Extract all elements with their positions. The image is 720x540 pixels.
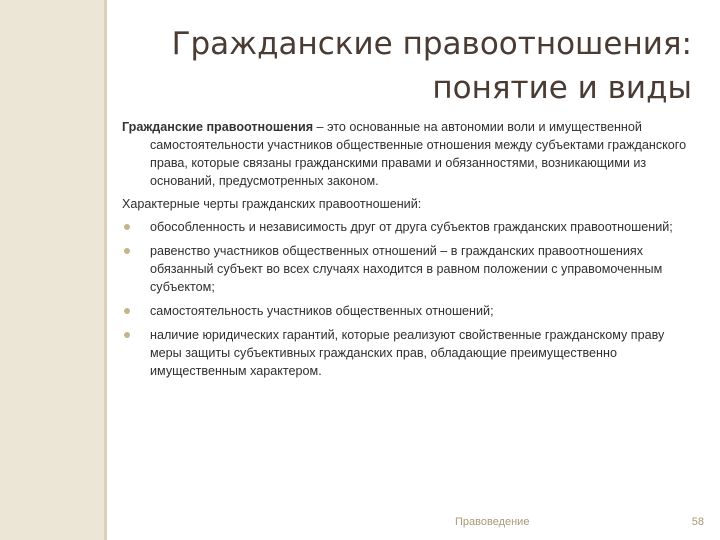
- features-list: [122, 218, 694, 380]
- definition-text: – это основанные на автономии воли и имущественной самостоятельности участников общественные отношения между субъектами гражданского права, которые связаны гражданскими правами и обязанностями, возникающими из оснований, предусмотренных законом.: [150, 120, 687, 188]
- footer-subject: Правоведение: [455, 516, 530, 528]
- feature-text: равенство участников общественных отношений – в гражданских правоотношениях обязанный субъект во всех случаях находится в равном положении с управомоченным субъектом;: [150, 244, 663, 294]
- feature-item: [122, 218, 694, 236]
- decorative-sidebar: [0, 0, 105, 540]
- feature-item: [122, 326, 694, 380]
- slide-body: [122, 118, 694, 386]
- bullet-icon: [124, 248, 130, 254]
- feature-text: наличие юридических гарантий, которые реализуют свойственные гражданскому праву меры защиты субъективных гражданских прав, обладающие преимущественно имущественным характером.: [150, 328, 665, 378]
- feature-text: обособленность и независимость друг от друга субъектов гражданских правоотношений;: [150, 220, 673, 234]
- slide-title-line1: Гражданские правоотношения:: [171, 26, 692, 62]
- slide-title-line2: понятие и виды: [432, 70, 692, 106]
- bullet-icon: [124, 224, 130, 230]
- feature-item: [122, 302, 694, 320]
- definition-term: Гражданские правоотношения: [122, 120, 314, 134]
- bullet-icon: [124, 308, 130, 314]
- feature-item: [122, 242, 694, 296]
- page-number: 58: [691, 516, 704, 528]
- slide-title: [112, 22, 692, 110]
- feature-text: самостоятельность участников общественных отношений;: [150, 304, 494, 318]
- sidebar-divider: [104, 0, 107, 540]
- bullet-icon: [124, 332, 130, 338]
- definition-paragraph: [122, 118, 694, 190]
- features-heading: Характерные черты гражданских правоотношений:: [122, 197, 422, 211]
